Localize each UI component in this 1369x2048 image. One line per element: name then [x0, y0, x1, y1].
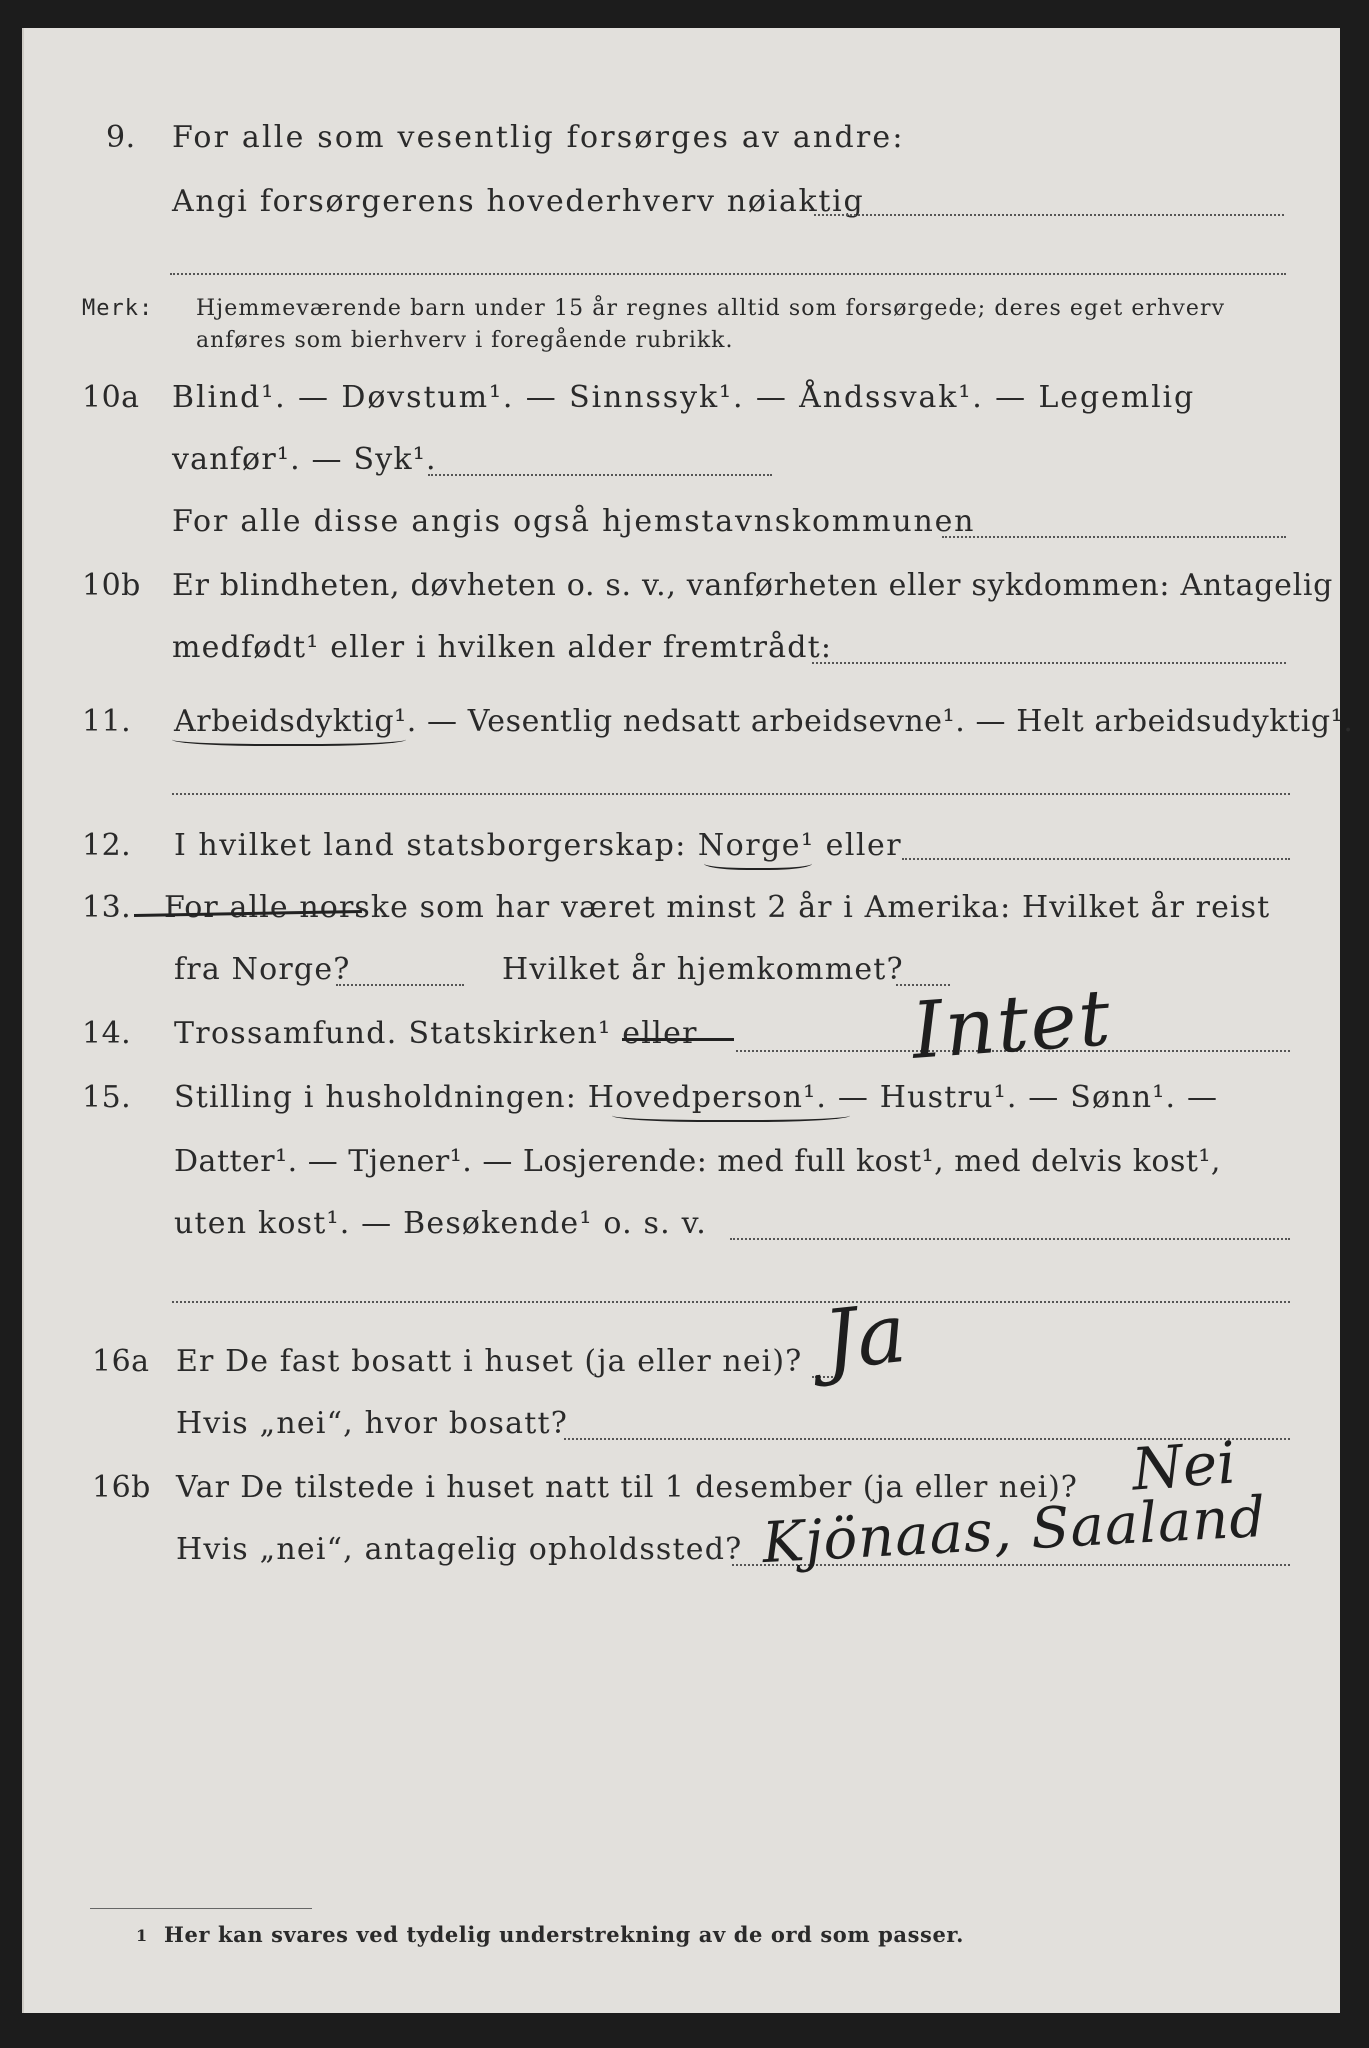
footnote-text: Her kan svares ved tydelig understrekning av de ord som passer. [164, 1922, 965, 1947]
q10b-answer-line[interactable] [812, 662, 1286, 664]
q9-line1: For alle som vesentlig forsørges av andre: [172, 120, 905, 155]
q12-underline-norge [704, 854, 812, 870]
q9-answer-line-2[interactable] [170, 273, 1286, 275]
q14-handwritten-answer: Intet [909, 973, 1115, 1077]
q11-number: 11. [82, 704, 132, 739]
q16a-number: 16a [92, 1344, 150, 1379]
q11-underline-arbeidsdyktig [172, 730, 406, 746]
q13-line2a: fra Norge? [174, 952, 351, 987]
q10a-line3: For alle disse angis også hjemstavnskommunen [172, 504, 976, 539]
q16b-line2: Hvis „nei“, antagelig opholdssted? [176, 1532, 743, 1567]
q16a-handwritten-answer: Ja [819, 1285, 911, 1390]
merk-line1: Hjemmeværende barn under 15 år regnes alltid som forsørgede; deres eget erhverv [196, 296, 1226, 321]
merk-label: Merk: [82, 296, 154, 321]
q15-line3: uten kost¹. — Besøkende¹ o. s. v. [174, 1206, 707, 1241]
q10a-line1: Blind¹. — Døvstum¹. — Sinnssyk¹. — Åndssvak¹. — Legemlig [172, 380, 1196, 415]
q15-underline-hovedperson [612, 1106, 850, 1122]
q15-answer-line-2[interactable] [172, 1301, 1290, 1303]
q16b-number: 16b [92, 1470, 151, 1505]
q13-line2b: Hvilket år hjemkommet? [502, 952, 904, 987]
q9-line2: Angi forsørgerens hovederhverv nøiaktig [172, 184, 865, 219]
q11-answer-line[interactable] [172, 793, 1290, 795]
q16a-line1: Er De fast bosatt i huset (ja eller nei)? [176, 1344, 803, 1379]
q15-line2: Datter¹. — Tjener¹. — Losjerende: med full kost¹, med delvis kost¹, [174, 1144, 1221, 1179]
q16a-line2: Hvis „nei“, hvor bosatt? [176, 1406, 569, 1441]
q14-line1: Trossamfund. Statskirken¹ eller [174, 1016, 698, 1051]
q14-number: 14. [82, 1016, 132, 1051]
q10a-syk-answer-line[interactable] [428, 474, 772, 476]
q14-strikethrough-eller [622, 1038, 734, 1041]
q13-reist-answer-line[interactable] [336, 984, 464, 986]
q10b-number: 10b [82, 568, 141, 603]
q12-number: 12. [82, 828, 132, 863]
footnote-separator [90, 1908, 312, 1909]
q9-number: 9. [106, 120, 136, 155]
q10b-line2: medfødt¹ eller i hvilken alder fremtrådt: [172, 630, 833, 665]
merk-line2: anføres som bierhverv i foregående rubrikk. [196, 328, 734, 353]
q10a-number: 10a [82, 380, 140, 415]
q16b-line1: Var De tilstede i huset natt til 1 desember (ja eller nei)? [176, 1470, 1078, 1505]
q12-answer-line[interactable] [902, 858, 1290, 860]
q9-answer-line[interactable] [814, 214, 1284, 216]
q10b-line1: Er blindheten, døvheten o. s. v., vanførheten eller sykdommen: Antagelig [172, 568, 1334, 603]
q13-line1: For alle norske som har været minst 2 år i Amerika: Hvilket år reist [164, 890, 1271, 925]
q16b-handwritten-answer: Nei [1129, 1428, 1238, 1504]
q13-number: 13. [82, 890, 132, 925]
q15-number: 15. [82, 1080, 132, 1115]
q10a-hjemstavn-answer-line[interactable] [942, 536, 1286, 538]
q15-answer-line[interactable] [730, 1238, 1290, 1240]
footnote-mark: 1 [136, 1926, 148, 1945]
q16b-handwritten-answer-2: Kjönaas, Saaland [760, 1484, 1268, 1577]
q12-line1: I hvilket land statsborgerskap: Norge¹ eller [174, 828, 903, 863]
q15-line1: Stilling i husholdningen: Hovedperson¹. — Hustru¹. — Sønn¹. — [174, 1080, 1219, 1115]
census-form-page [22, 28, 1354, 2013]
q10a-line2: vanfør¹. — Syk¹. [172, 442, 437, 477]
q11-line1: Arbeidsdyktig¹. — Vesentlig nedsatt arbeidsevne¹. — Helt arbeidsudyktig¹. [174, 704, 1354, 739]
